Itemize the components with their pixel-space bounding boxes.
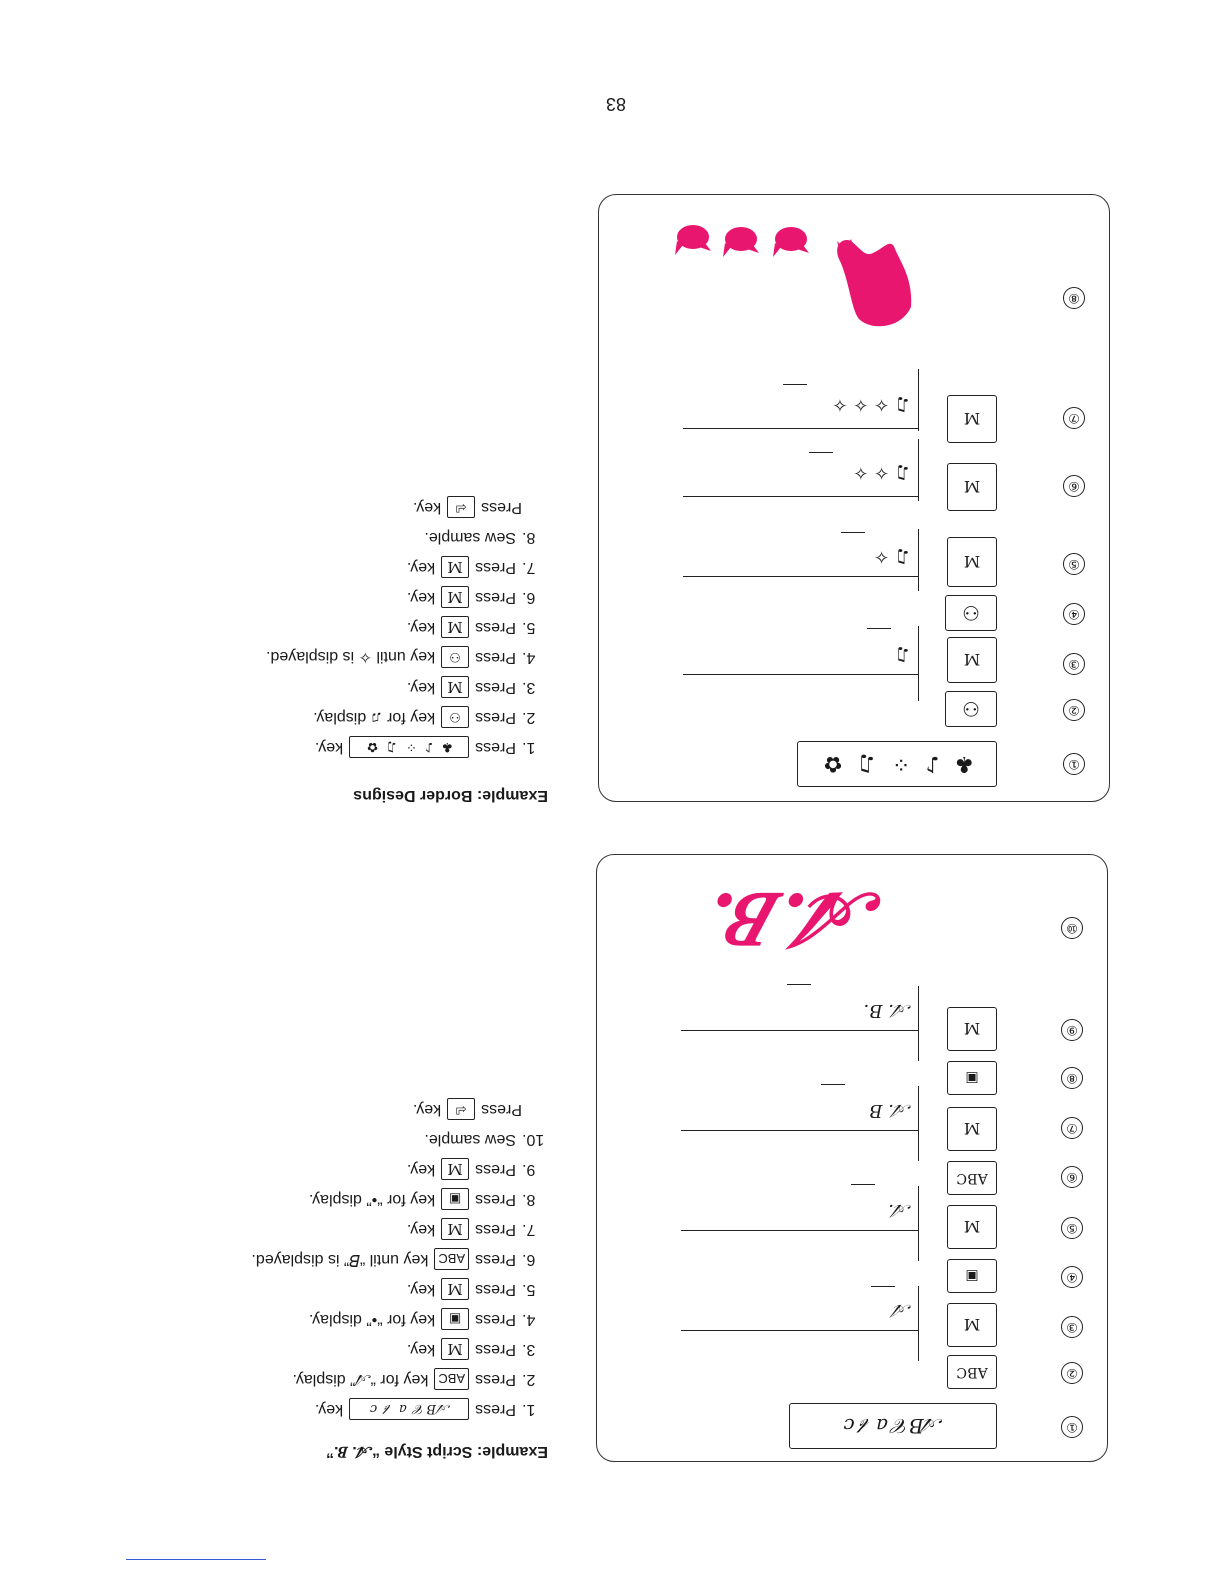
- m-key: M: [441, 676, 469, 698]
- step-number: 2.: [522, 709, 536, 726]
- display-edge: [918, 1286, 919, 1361]
- step-label-2: ②: [1063, 699, 1085, 721]
- step-label-1: ①: [1061, 1416, 1083, 1438]
- sewn-border-sample: [601, 209, 921, 349]
- step-text: key for “•” display.: [308, 1311, 436, 1328]
- step-number: 9.: [522, 1161, 536, 1178]
- step-text: key.: [406, 1161, 436, 1178]
- border-steps: [168, 492, 548, 762]
- display-text: ♫ ✧ ✧ ✧: [832, 394, 911, 415]
- m-key: M: [947, 1107, 997, 1151]
- display-baseline: [681, 1330, 919, 1331]
- step-text: Press: [475, 1221, 516, 1238]
- script-font-key: 𝒜𝐵𝒞 a 𝒷 c: [349, 1398, 469, 1420]
- abc-key: ABC: [947, 1355, 997, 1389]
- border-step-7: [168, 552, 548, 582]
- position-key: ▣: [441, 1308, 469, 1330]
- page-number: 83: [605, 94, 626, 114]
- step-text: Press: [481, 499, 522, 516]
- pattern-select-key: ⚇: [441, 646, 469, 668]
- step-text: Press: [475, 619, 516, 636]
- step-text: Press: [475, 1341, 516, 1358]
- display-baseline: [683, 576, 919, 577]
- step-number: 7.: [522, 559, 536, 576]
- step-label-10: ⑩: [1061, 917, 1083, 939]
- step-number: 6.: [522, 589, 536, 606]
- display-baseline: [681, 1130, 919, 1131]
- pattern-select-key: ⚇: [945, 595, 997, 631]
- step-label-6: ⑥: [1063, 475, 1085, 497]
- return-key: ⏎: [447, 1098, 475, 1120]
- display-edge: [918, 369, 919, 431]
- border-pattern-key: ♣ ♪ ⁘ ♫ ✿: [349, 736, 469, 758]
- border-display-panel: [598, 194, 1110, 802]
- pattern-select-key: ⚇: [945, 691, 997, 727]
- display-baseline: [683, 674, 919, 675]
- step-text: key until ✧ is displayed.: [266, 648, 436, 665]
- step-text: key until “𝐵” is displayed.: [251, 1251, 429, 1268]
- step-text: key.: [412, 499, 442, 516]
- step-text: key.: [406, 559, 436, 576]
- border-step-1: [168, 732, 548, 762]
- script-step-5: [168, 1274, 548, 1304]
- step-text: key.: [406, 589, 436, 606]
- step-label-1: ①: [1063, 753, 1085, 775]
- step-label-7: ⑦: [1063, 407, 1085, 429]
- step-number: 7.: [522, 1221, 536, 1238]
- script-step-4: [168, 1304, 548, 1334]
- step-text: key.: [406, 1341, 436, 1358]
- display-baseline: [681, 1230, 919, 1231]
- step-number: 2.: [522, 1371, 536, 1388]
- m-key: M: [441, 1218, 469, 1240]
- display-cursor: [809, 452, 833, 453]
- script-step-3: [168, 1334, 548, 1364]
- step-text: key.: [412, 1101, 442, 1118]
- script-step-1: [168, 1394, 548, 1424]
- display-text: 𝒜: [893, 1300, 911, 1321]
- border-step-4: [168, 642, 548, 672]
- step-text: Press: [475, 1161, 516, 1178]
- border-step-3: [168, 672, 548, 702]
- display-text: 𝒜. 𝐵.: [863, 1000, 911, 1021]
- display-cursor: [841, 532, 865, 533]
- m-key: M: [441, 1338, 469, 1360]
- script-step-return: [168, 1094, 548, 1124]
- step-label-3: ③: [1061, 1316, 1083, 1338]
- display-edge: [918, 986, 919, 1061]
- display-baseline: [681, 1030, 919, 1031]
- position-key: ▣: [947, 1061, 997, 1095]
- display-baseline: [683, 496, 919, 497]
- script-step-7: [168, 1214, 548, 1244]
- step-text: key for ♫ display.: [313, 709, 436, 726]
- step-number: 4.: [522, 649, 536, 666]
- pattern-select-key: ⚇: [441, 706, 469, 728]
- m-key: M: [947, 1007, 997, 1051]
- display-text: ♫ ✧: [874, 546, 911, 567]
- m-key: M: [947, 395, 997, 443]
- m-key: M: [441, 616, 469, 638]
- border-section-title: Example: Border Designs: [353, 787, 548, 804]
- step-label-3: ③: [1063, 653, 1085, 675]
- step-label-7: ⑦: [1061, 1117, 1083, 1139]
- step-text: key.: [314, 739, 344, 756]
- border-step-6: [168, 582, 548, 612]
- display-cursor: [867, 628, 891, 629]
- step-number: 5.: [522, 619, 536, 636]
- step-number: 10.: [522, 1131, 545, 1148]
- step-text: Press: [475, 559, 516, 576]
- script-display-panel: [596, 854, 1108, 1462]
- step-text: key for “•” display.: [308, 1191, 436, 1208]
- step-text: key.: [314, 1401, 344, 1418]
- return-key: ⏎: [447, 496, 475, 518]
- border-pattern-key: ♣ ♪ ⁘ ♫ ✿: [797, 741, 997, 787]
- step-text: Press: [481, 1101, 522, 1118]
- m-key: M: [441, 1278, 469, 1300]
- step-text: key.: [406, 619, 436, 636]
- step-text: Press: [475, 1191, 516, 1208]
- m-key: M: [441, 556, 469, 578]
- m-key: M: [947, 463, 997, 511]
- step-text: Sew sample.: [424, 1131, 516, 1148]
- script-step-6: [168, 1244, 548, 1274]
- step-label-5: ⑤: [1061, 1217, 1083, 1239]
- step-label-8: ⑧: [1061, 1067, 1083, 1089]
- step-number: 6.: [522, 1251, 536, 1268]
- step-text: Press: [475, 649, 516, 666]
- step-text: key for “𝒜” display.: [292, 1371, 429, 1388]
- m-key: M: [441, 1158, 469, 1180]
- step-number: 4.: [522, 1311, 536, 1328]
- display-text: ♫: [894, 644, 911, 665]
- step-label-4: ④: [1061, 1266, 1083, 1288]
- script-font-key: 𝒜𝐵𝒞 a 𝒷 c: [789, 1403, 997, 1449]
- display-edge: [918, 529, 919, 591]
- display-text: 𝒜.: [888, 1200, 911, 1221]
- display-text: 𝒜. 𝐵: [869, 1100, 911, 1121]
- step-text: Press: [475, 739, 516, 756]
- display-edge: [918, 439, 919, 501]
- step-text: Press: [475, 679, 516, 696]
- step-number: 1.: [522, 1401, 536, 1418]
- script-step-9: [168, 1154, 548, 1184]
- script-steps: [168, 1094, 548, 1424]
- abc-key: ABC: [947, 1161, 997, 1195]
- step-text: key.: [406, 1281, 436, 1298]
- sewn-script-sample: 𝒜.𝐵.: [711, 876, 881, 965]
- step-number: 8.: [522, 1191, 536, 1208]
- border-step-5: [168, 612, 548, 642]
- step-text: Press: [475, 1251, 516, 1268]
- step-label-8: ⑧: [1063, 287, 1085, 309]
- step-label-6: ⑥: [1061, 1166, 1083, 1188]
- display-cursor: [783, 384, 807, 385]
- step-text: Press: [475, 589, 516, 606]
- m-key: M: [441, 586, 469, 608]
- display-cursor: [871, 1286, 895, 1287]
- step-text: key.: [406, 1221, 436, 1238]
- step-text: Press: [475, 1401, 516, 1418]
- display-baseline: [683, 428, 919, 429]
- step-number: 5.: [522, 1281, 536, 1298]
- display-cursor: [851, 1184, 875, 1185]
- page-rule: [126, 1559, 266, 1560]
- step-text: Sew sample.: [424, 529, 516, 546]
- step-text: Press: [475, 709, 516, 726]
- step-label-9: ⑨: [1061, 1019, 1083, 1041]
- step-number: 8.: [522, 529, 536, 546]
- m-key: M: [947, 637, 997, 683]
- step-text: key.: [406, 679, 436, 696]
- script-section-title: Example: Script Style “𝒜. 𝐵.”: [326, 1443, 548, 1460]
- display-cursor: [821, 1084, 845, 1085]
- script-step-2: [168, 1364, 548, 1394]
- step-number: 3.: [522, 1341, 536, 1358]
- m-key: M: [947, 1303, 997, 1347]
- border-step-return: [168, 492, 548, 522]
- display-edge: [918, 1086, 919, 1161]
- step-text: Press: [475, 1281, 516, 1298]
- step-label-4: ④: [1063, 603, 1085, 625]
- position-key: ▣: [441, 1188, 469, 1210]
- step-number: 1.: [522, 739, 536, 756]
- display-edge: [918, 626, 919, 701]
- m-key: M: [947, 1205, 997, 1249]
- step-label-5: ⑤: [1063, 553, 1085, 575]
- display-cursor: [787, 984, 811, 985]
- m-key: M: [947, 537, 997, 587]
- step-label-2: ②: [1061, 1362, 1083, 1384]
- border-step-2: [168, 702, 548, 732]
- abc-key: ABC: [434, 1248, 469, 1270]
- script-step-8: [168, 1184, 548, 1214]
- step-text: Press: [475, 1371, 516, 1388]
- position-key: ▣: [947, 1259, 997, 1293]
- display-edge: [918, 1186, 919, 1261]
- script-step-10: [168, 1124, 548, 1154]
- step-text: Press: [475, 1311, 516, 1328]
- border-step-8: [168, 522, 548, 552]
- abc-key: ABC: [434, 1368, 469, 1390]
- display-text: ♫ ✧ ✧: [853, 462, 911, 483]
- step-number: 3.: [522, 679, 536, 696]
